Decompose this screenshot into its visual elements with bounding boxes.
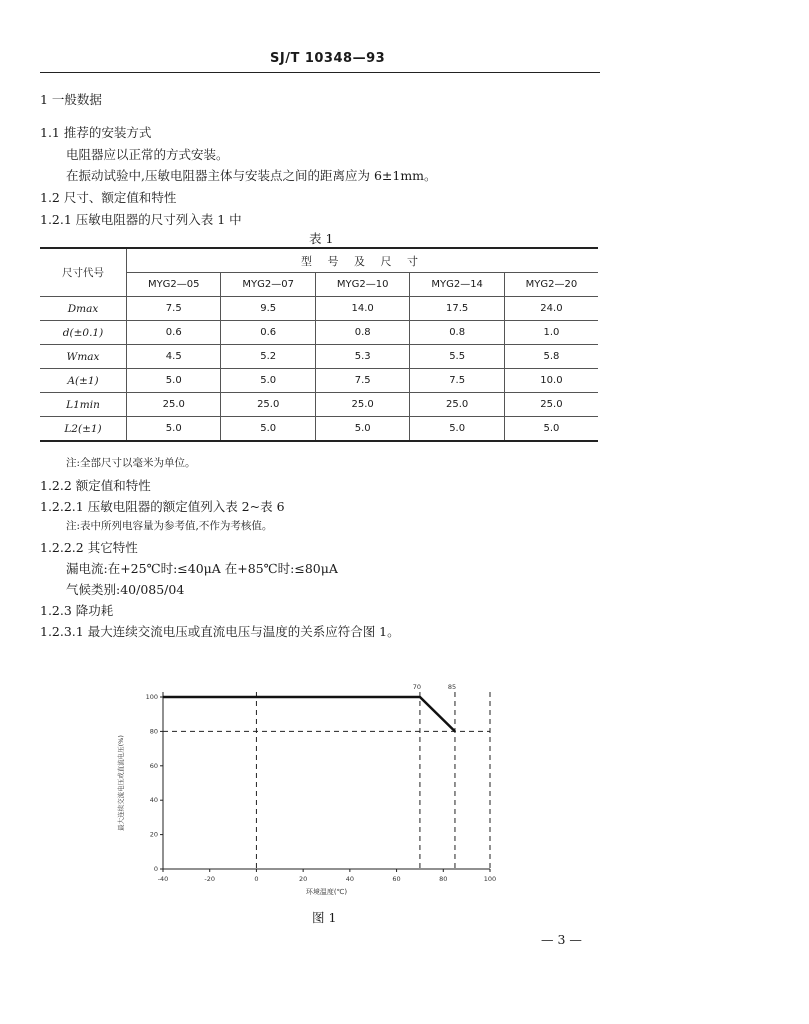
section-1-2-2-heading: 1.2.2 额定值和特性	[40, 478, 151, 493]
y-tick-label: 60	[149, 761, 158, 770]
table-cell: 7.5	[127, 297, 221, 321]
y-tick-label: 0	[153, 865, 158, 873]
series-line	[163, 697, 455, 731]
y-axis-label: 最大连续交流电压或直流电压(%)	[117, 735, 125, 831]
column-header: MYG2—07	[221, 273, 315, 297]
table-note: 注:全部尺寸以毫米为单位。	[66, 457, 196, 469]
row-label: Dmax	[40, 297, 127, 321]
row-label: Wmax	[40, 345, 127, 369]
top-mark-label: 85	[447, 683, 457, 691]
table-cell: 5.0	[221, 417, 315, 442]
table-cell: 17.5	[410, 297, 504, 321]
row-label: L2(±1)	[40, 417, 127, 442]
table-title: 表 1	[309, 231, 334, 246]
page-number: — 3 —	[541, 932, 582, 947]
table-cell: 5.2	[221, 345, 315, 369]
mounting-text: 电阻器应以正常的方式安装。	[66, 147, 229, 162]
column-header: MYG2—20	[504, 273, 598, 297]
table-cell: 5.0	[127, 369, 221, 393]
table-cell: 0.6	[127, 321, 221, 345]
table-cell: 25.0	[221, 393, 315, 417]
table-corner-label: 尺寸代号	[40, 248, 127, 297]
y-tick-label: 40	[149, 796, 158, 805]
table-cell: 25.0	[504, 393, 598, 417]
table-cell: 9.5	[221, 297, 315, 321]
section-1-2-heading: 1.2 尺寸、额定值和特性	[40, 190, 177, 205]
doc-header-id: SJ/T 10348—93	[270, 51, 386, 66]
y-tick-label: 100	[145, 693, 158, 701]
leakage-current-text: 漏电流:在+25℃时:≤40μA 在+85℃时:≤80μA	[66, 561, 338, 576]
table-cell: 5.0	[127, 417, 221, 442]
x-tick-label: 60	[392, 875, 401, 883]
table-cell: 5.0	[504, 417, 598, 442]
section-1-1-heading: 1.1 推荐的安装方式	[40, 125, 152, 140]
section-1-2-2-2-heading: 1.2.2.2 其它特性	[40, 540, 138, 555]
section-1-2-1-heading: 1.2.1 压敏电阻器的尺寸列入表 1 中	[40, 212, 242, 227]
capacitance-note: 注:表中所列电容量为参考值,不作为考核值。	[66, 520, 273, 532]
table-cell: 5.8	[504, 345, 598, 369]
table-cell: 7.5	[315, 369, 409, 393]
row-label: d(±0.1)	[40, 321, 127, 345]
table-cell: 10.0	[504, 369, 598, 393]
table-cell: 0.8	[410, 321, 504, 345]
x-tick-label: -40	[157, 875, 169, 883]
column-header: MYG2—14	[410, 273, 504, 297]
x-tick-label: 40	[345, 875, 354, 883]
table-cell: 24.0	[504, 297, 598, 321]
y-tick-label: 20	[149, 830, 158, 839]
x-tick-label: 0	[254, 875, 259, 883]
climate-category-text: 气候类别:40/085/04	[66, 582, 185, 597]
table-cell: 5.5	[410, 345, 504, 369]
table-cell: 4.5	[127, 345, 221, 369]
x-tick-label: 80	[439, 875, 448, 883]
table-cell: 25.0	[127, 393, 221, 417]
table-cell: 7.5	[410, 369, 504, 393]
table-group-header: 型 号 及 尺 寸	[127, 248, 599, 273]
table-cell: 0.6	[221, 321, 315, 345]
section-1-2-3-1-heading: 1.2.3.1 最大连续交流电压或直流电压与温度的关系应符合图 1。	[40, 624, 400, 639]
column-header: MYG2—05	[127, 273, 221, 297]
y-tick-label: 80	[149, 727, 158, 736]
table-cell: 5.0	[221, 369, 315, 393]
row-label: A(±1)	[40, 369, 127, 393]
table-cell: 5.0	[410, 417, 504, 442]
top-mark-label: 70	[412, 683, 422, 691]
table-cell: 14.0	[315, 297, 409, 321]
x-tick-label: 100	[483, 875, 497, 883]
vibration-text: 在振动试验中,压敏电阻器主体与安装点之间的距离应为 6±1mm。	[66, 168, 437, 183]
figure-caption: 图 1	[312, 910, 337, 925]
section-1-2-3-heading: 1.2.3 降功耗	[40, 603, 114, 618]
x-axis-label: 环境温度(℃)	[305, 888, 348, 896]
row-label: L1min	[40, 393, 127, 417]
table-cell: 5.0	[315, 417, 409, 442]
table-cell: 25.0	[410, 393, 504, 417]
column-header: MYG2—10	[315, 273, 409, 297]
section-1-heading: 1 一般数据	[40, 92, 102, 107]
x-tick-label: -20	[204, 875, 216, 883]
table-cell: 1.0	[504, 321, 598, 345]
section-1-2-2-1-heading: 1.2.2.1 压敏电阻器的额定值列入表 2~表 6	[40, 499, 285, 514]
table-cell: 5.3	[315, 345, 409, 369]
table-cell: 0.8	[315, 321, 409, 345]
x-tick-label: 20	[299, 875, 308, 883]
table-cell: 25.0	[315, 393, 409, 417]
